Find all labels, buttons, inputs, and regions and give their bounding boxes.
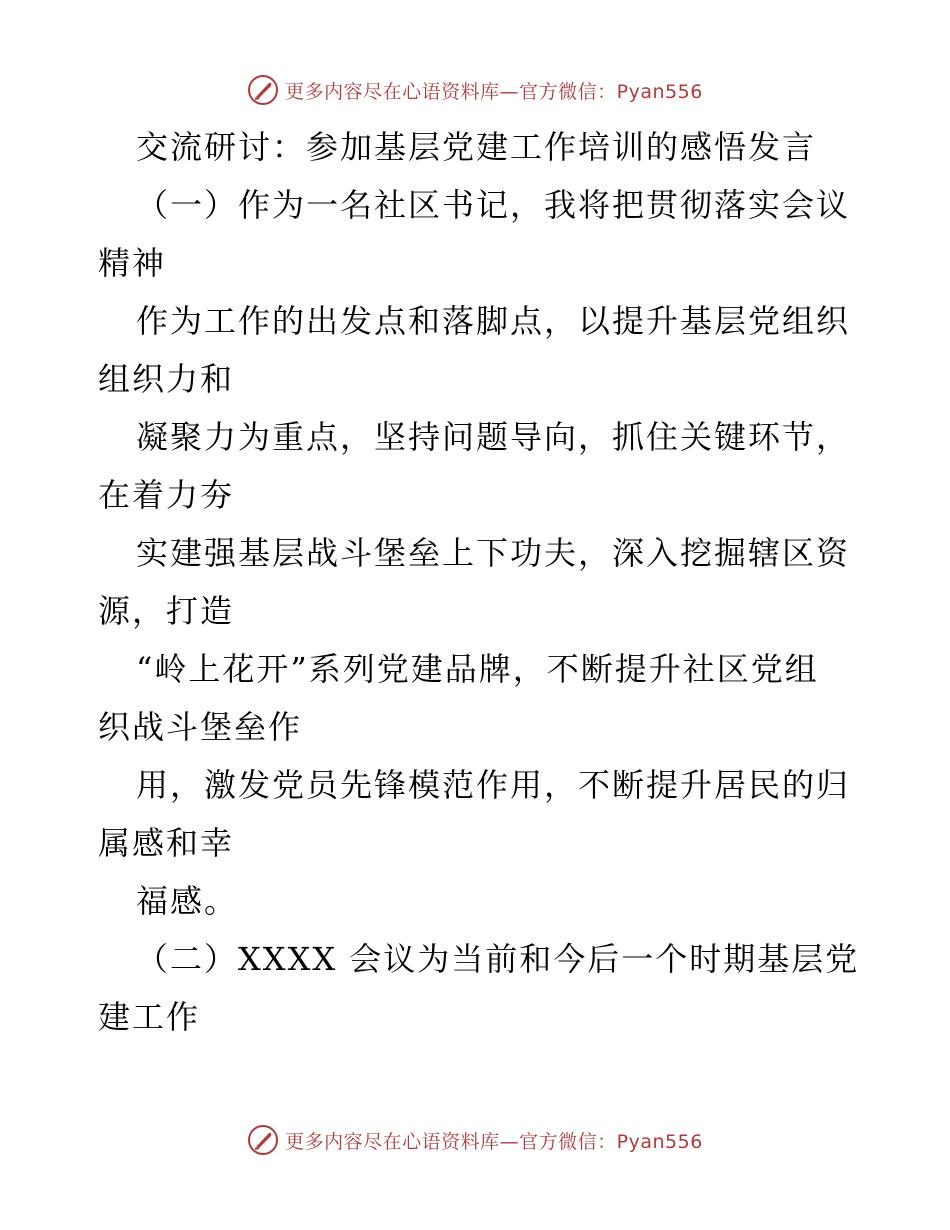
- paragraph-line: 源，打造: [98, 592, 235, 630]
- paragraph-line: （一）作为一名社区书记，我将把贯彻落实会议: [136, 186, 851, 224]
- paragraph-line: 建工作: [98, 998, 201, 1036]
- document-title: 交流研讨：参加基层党建工作培训的感悟发言: [136, 128, 817, 166]
- paragraph-line: 凝聚力为重点，坚持问题导向，抓住关键环节，: [136, 418, 851, 456]
- paragraph-line: “岭上花开”系列党建品牌，不断提升社区党组: [136, 650, 819, 688]
- feather-pen-logo-icon: [247, 74, 279, 106]
- paragraph-line: 作为工作的出发点和落脚点，以提升基层党组织: [136, 302, 851, 340]
- watermark-text: 更多内容尽在心语资料库—官方微信：Pyan556: [285, 80, 703, 103]
- footer-watermark: [0, 1120, 950, 1160]
- paragraph-line: 用，激发党员先锋模范作用，不断提升居民的归: [136, 766, 851, 804]
- paragraph-line: 织战斗堡垒作: [98, 708, 303, 746]
- header-watermark: [0, 70, 950, 110]
- paragraph-line: 在着力夯: [98, 476, 235, 514]
- paragraph-line: （二）XXXX 会议为当前和今后一个时期基层党: [136, 940, 860, 978]
- paragraph-line: 精神: [98, 244, 167, 282]
- feather-pen-logo-icon: [247, 1124, 279, 1156]
- paragraph-line: 福感。: [136, 882, 239, 920]
- paragraph-line: 组织力和: [98, 360, 235, 398]
- watermark-text: 更多内容尽在心语资料库—官方微信：Pyan556: [285, 1130, 703, 1153]
- document-body: [98, 118, 858, 1046]
- paragraph-line: 实建强基层战斗堡垒上下功夫，深入挖掘辖区资: [136, 534, 851, 572]
- paragraph-line: 属感和幸: [98, 824, 235, 862]
